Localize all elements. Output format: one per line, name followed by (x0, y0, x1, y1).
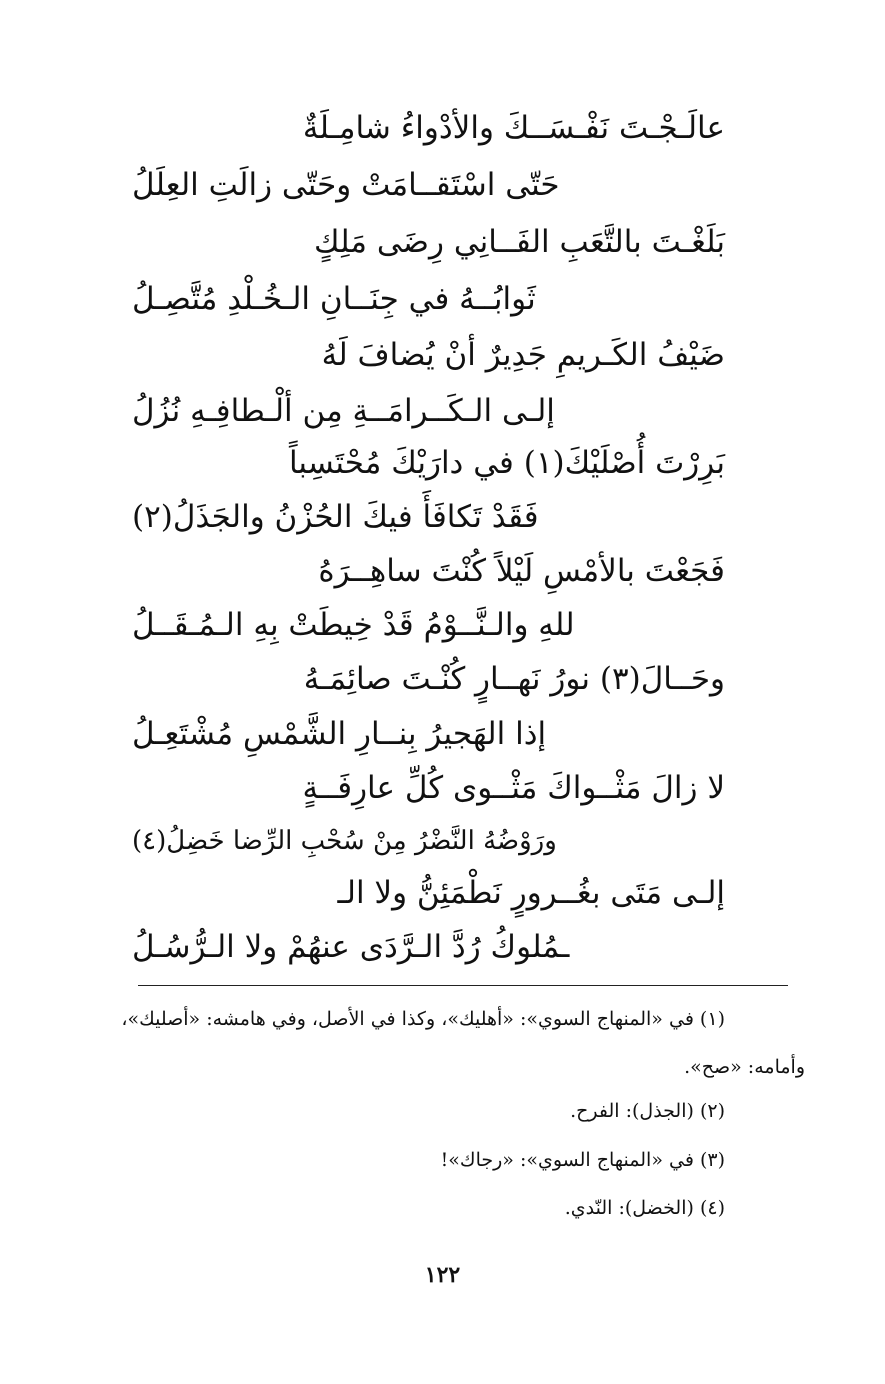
footnote-separator (138, 985, 788, 986)
verse-8-first-hemistich: إلـى مَتَى بغُــرورٍ نَطْمَئِنُّ ولا الـ (337, 875, 725, 911)
verse-1-first-hemistich: عالَـجْـتَ نَفْـسَــكَ والأدْواءُ شامِـلَةٌ (302, 110, 725, 146)
verse-8-second-hemistich: ـمُلوكُ رُدَّ الـرَّدَى عنهُمْ ولا الـرُّسُـلُ (132, 929, 570, 965)
verse-5-first-hemistich: فَجَعْتَ بالأمْسِ لَيْلاً كُنْتَ ساهِــرَهُ (318, 553, 725, 589)
footnote-4: (٤) (الخضل): النّدي. (564, 1197, 725, 1219)
footnote-2: (٢) (الجذل): الفرح. (570, 1100, 725, 1122)
verse-7-first-hemistich: لا زالَ مَثْــواكَ مَثْــوى كُلِّ عارِفَــةٍ (302, 770, 725, 806)
verse-7-second-hemistich: ورَوْضُهُ النَّضْرُ مِنْ سُحْبِ الرِّضا خَضِلُ(٤) (132, 826, 557, 856)
verse-4-second-hemistich: فَقَدْ تَكافَأَ فيكَ الحُزْنُ والجَذَلُ(٢) (132, 499, 539, 535)
footnote-1-line-2: وأمامه: «صح». (684, 1056, 805, 1078)
verse-5-second-hemistich: للهِ والـنَّــوْمُ قَدْ خِيطَتْ بِهِ الـمُـقَــلُ (132, 607, 575, 643)
verse-4-first-hemistich: بَرِرْتَ أُصْلَيْكَ(١) في دارَيْكَ مُحْتَسِباً (288, 445, 725, 481)
footnote-3: (٣) في «المنهاج السوي»: «رجاك»! (440, 1149, 725, 1171)
page-number: ١٢٢ (424, 1262, 461, 1288)
verse-6-second-hemistich: إذا الهَجيرُ بِنــارِ الشَّمْسِ مُشْتَعِـلُ (132, 716, 547, 752)
verse-6-first-hemistich: وحَــالَ(٣) نورُ نَهــارٍ كُنْـتَ صائِمَـهُ (303, 661, 725, 697)
verse-3-second-hemistich: إلـى الـكَــرامَــةِ مِن ألْـطافِـهِ نُزُلُ (132, 393, 555, 429)
verse-3-first-hemistich: ضَيْفُ الكَـريمِ جَدِيرٌ أنْ يُضافَ لَهُ (321, 337, 725, 373)
verse-2-first-hemistich: بَلَغْـتَ بالتَّعَبِ الفَــانِي رِضَى مَلِكٍ (314, 224, 725, 260)
footnote-1-line-1: (١) في «المنهاج السوي»: «أهليك»، وكذا في الأصل، وفي هامشه: «أصليك»، (121, 1008, 725, 1030)
verse-1-second-hemistich: حَتّى اسْتَقــامَتْ وحَتّى زالَتِ العِلَلُ (132, 167, 560, 203)
verse-2-second-hemistich: ثَوابُــهُ في جِنَــانِ الـخُـلْدِ مُتَّصِـلُ (132, 281, 536, 317)
